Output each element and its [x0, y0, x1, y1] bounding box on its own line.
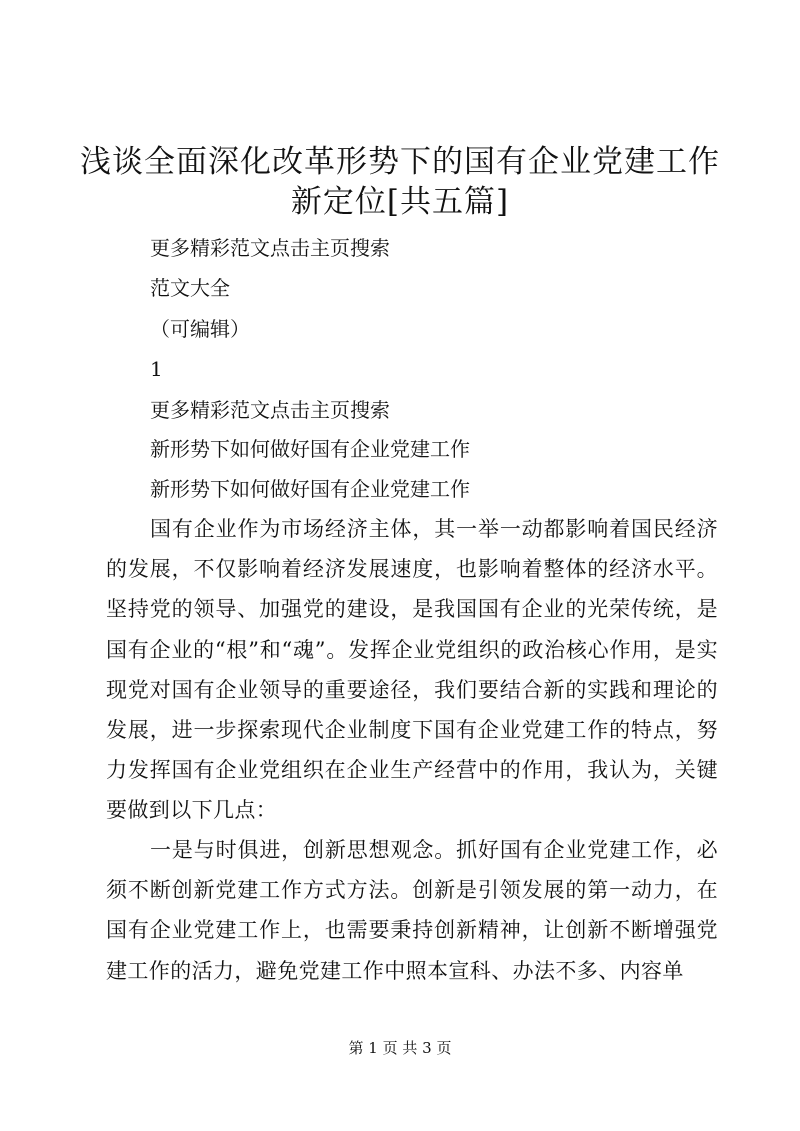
- page-marker: 1: [150, 357, 163, 381]
- subtitle-line: 新形势下如何做好国有企业党建工作: [150, 477, 470, 501]
- editable-note: （可编辑）: [150, 317, 250, 341]
- body-paragraph: 国有企业作为市场经济主体，其一举一动都影响着国民经济的发展，不仅影响着经济发展速度，也影响着整体的经济水平。坚持党的领导、加强党的建设，是我国国有企业的光荣传统，是国有企业的“根”和“魂”。发挥企业党组织的政治核心作用，是实现党对国有企业领导的重要途径，我们要结合新的实践和理论的发展，进一步探索现代企业制度下国有企业党建工作的特点，努力发挥国有企业党组织在企业生产经营中的作用，我认为，关键要做到以下几点：: [106, 517, 718, 823]
- promo-line: 更多精彩范文点击主页搜索: [150, 236, 390, 260]
- promo-line: 更多精彩范文点击主页搜索: [150, 398, 390, 422]
- page-footer: 第 1 页 共 3 页: [348, 1039, 452, 1057]
- document-title-line-2: 新定位[共五篇]: [290, 184, 510, 220]
- body-paragraph: 一是与时俱进，创新思想观念。抓好国有企业党建工作，必须不断创新党建工作方式方法。创新是引领发展的第一动力，在国有企业党建工作上，也需要秉持创新精神，让创新不断增强党建工作的活力，避免党建工作中照本宣科、办法不多、内容单: [106, 838, 718, 983]
- collection-label: 范文大全: [150, 276, 230, 300]
- document-title-line-1: 浅谈全面深化改革形势下的国有企业党建工作: [80, 144, 720, 180]
- subtitle-line: 新形势下如何做好国有企业党建工作: [150, 437, 470, 461]
